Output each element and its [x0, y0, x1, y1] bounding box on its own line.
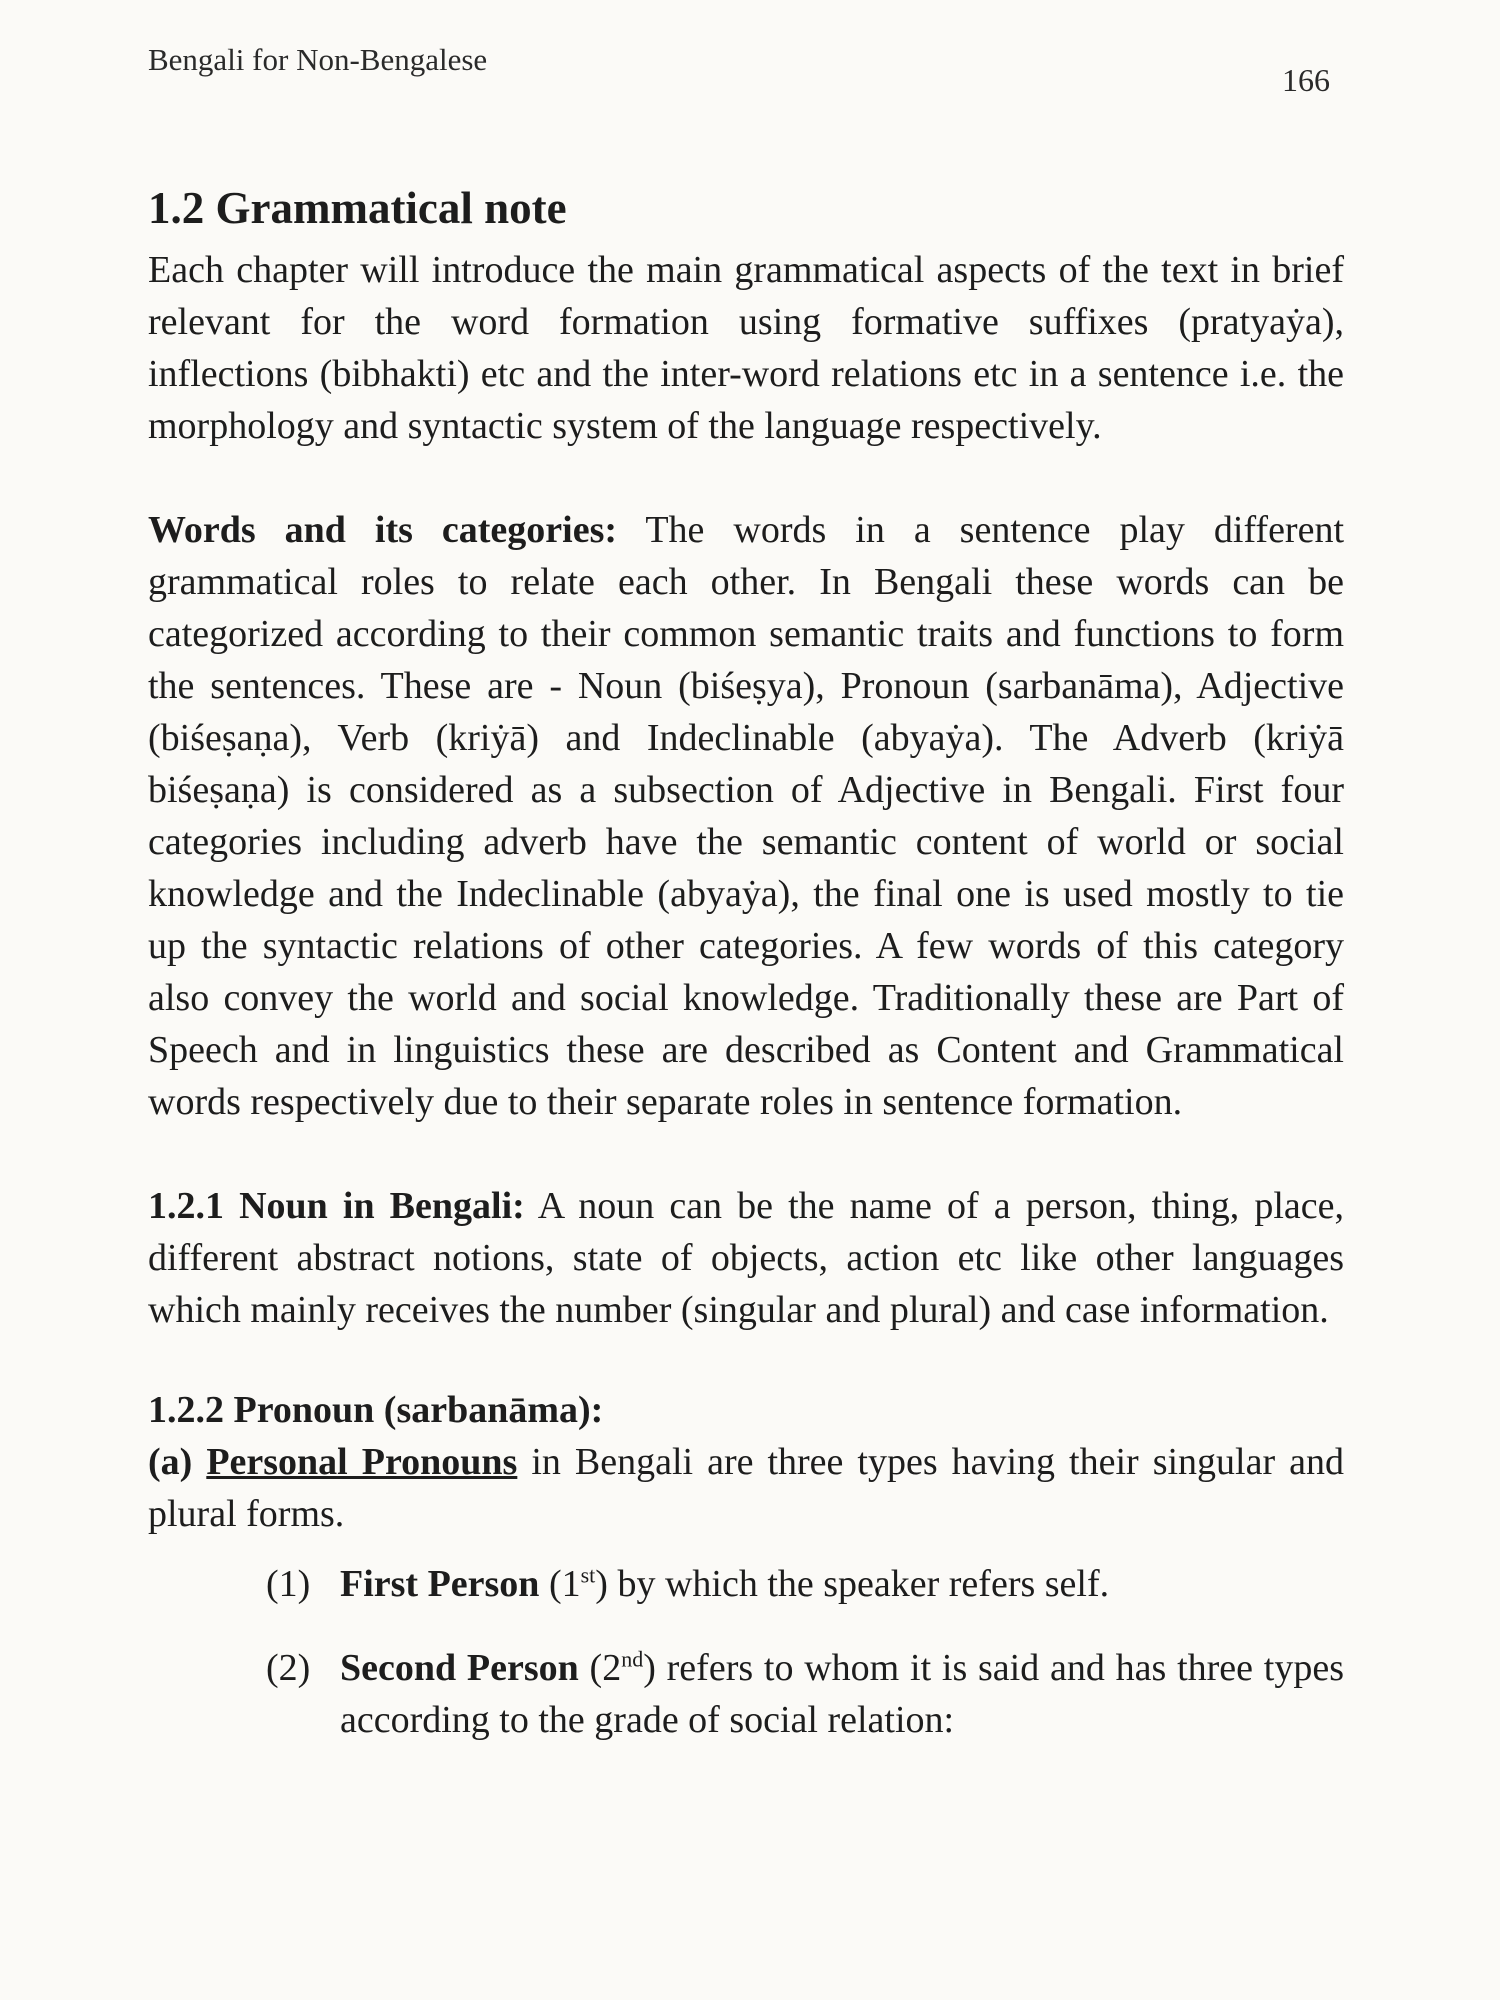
- section-heading: 1.2 Grammatical note: [148, 183, 567, 233]
- item-a-prefix: (a): [148, 1441, 207, 1483]
- words-categories-text: The words in a sentence play different grammatical roles to relate each other. In Bengali these words can be categorized according to their common semantic traits and functions to form the sentences. These are - Noun (biśeṣya), Pronoun (sarbanāma), Adjective (biśeṣaṇa), Verb (kriẏā) and Indeclinable (abyaẏa). The Adverb (kriẏā biśeṣaṇa) is considered as a subsection of Adjective in Bengali. First four categories including adverb have the semantic content of world or social knowledge and the Indeclinable (abyaẏa), the final one is used mostly to tie up the syntactic relations of other categories. A few words of this category also convey the world and social knowledge. Traditionally these are Part of Speech and in linguistics these are described as Content and Grammatical words respectively due to their separate roles in sentence formation.: [148, 509, 1345, 1123]
- words-categories-paragraph: [148, 504, 1344, 1128]
- intro-paragraph: Each chapter will introduce the main grammatical aspects of the text in brief relevant for the word formation using formative suffixes (pratyaẏa), inflections (bibhakti) etc and the inter-word relations etc in a sentence i.e. the morphology and syntactic system of the language respectively.: [148, 249, 1344, 447]
- personal-pronouns-paragraph: [148, 1436, 1344, 1540]
- person-list: [148, 1558, 1344, 1746]
- page-body: [148, 180, 1344, 1778]
- list-item-number: (1): [266, 1563, 311, 1605]
- book-title: Bengali for Non-Bengalese: [148, 42, 488, 77]
- list-item-ordinal: (2: [578, 1647, 622, 1689]
- list-item-rest: ) refers to whom it is said and has three types according to the grade of social relation:: [340, 1647, 1345, 1741]
- list-item-term: First Person: [340, 1563, 540, 1605]
- list-item-number: (2): [266, 1647, 311, 1689]
- list-item-rest: ) by which the speaker refers self.: [595, 1563, 1110, 1605]
- noun-text: A noun can be the name of a person, thing, place, different abstract notions, state of objects, action etc like other languages which mainly receives the number (singular and plural) and case information.: [148, 1185, 1344, 1331]
- list-item-superscript: nd: [621, 1646, 644, 1672]
- noun-label: 1.2.1 Noun in Bengali:: [148, 1185, 525, 1227]
- list-item-term: Second Person: [340, 1647, 579, 1689]
- pronoun-heading: 1.2.2 Pronoun (sarbanāma):: [148, 1389, 604, 1431]
- list-item-superscript: st: [580, 1562, 596, 1588]
- list-item: [266, 1558, 1344, 1610]
- personal-pronouns-text: in Bengali are three types having their singular and plural forms.: [148, 1441, 1344, 1535]
- list-item-text: [340, 1558, 1344, 1610]
- list-item-ordinal: (1: [539, 1563, 581, 1605]
- list-item-text: [340, 1642, 1344, 1746]
- list-item: [266, 1642, 1344, 1746]
- personal-pronouns-term: Personal Pronouns: [206, 1441, 518, 1483]
- noun-paragraph: [148, 1180, 1344, 1336]
- words-categories-label: Words and its categories:: [148, 509, 618, 551]
- page-number: 166: [1282, 62, 1330, 98]
